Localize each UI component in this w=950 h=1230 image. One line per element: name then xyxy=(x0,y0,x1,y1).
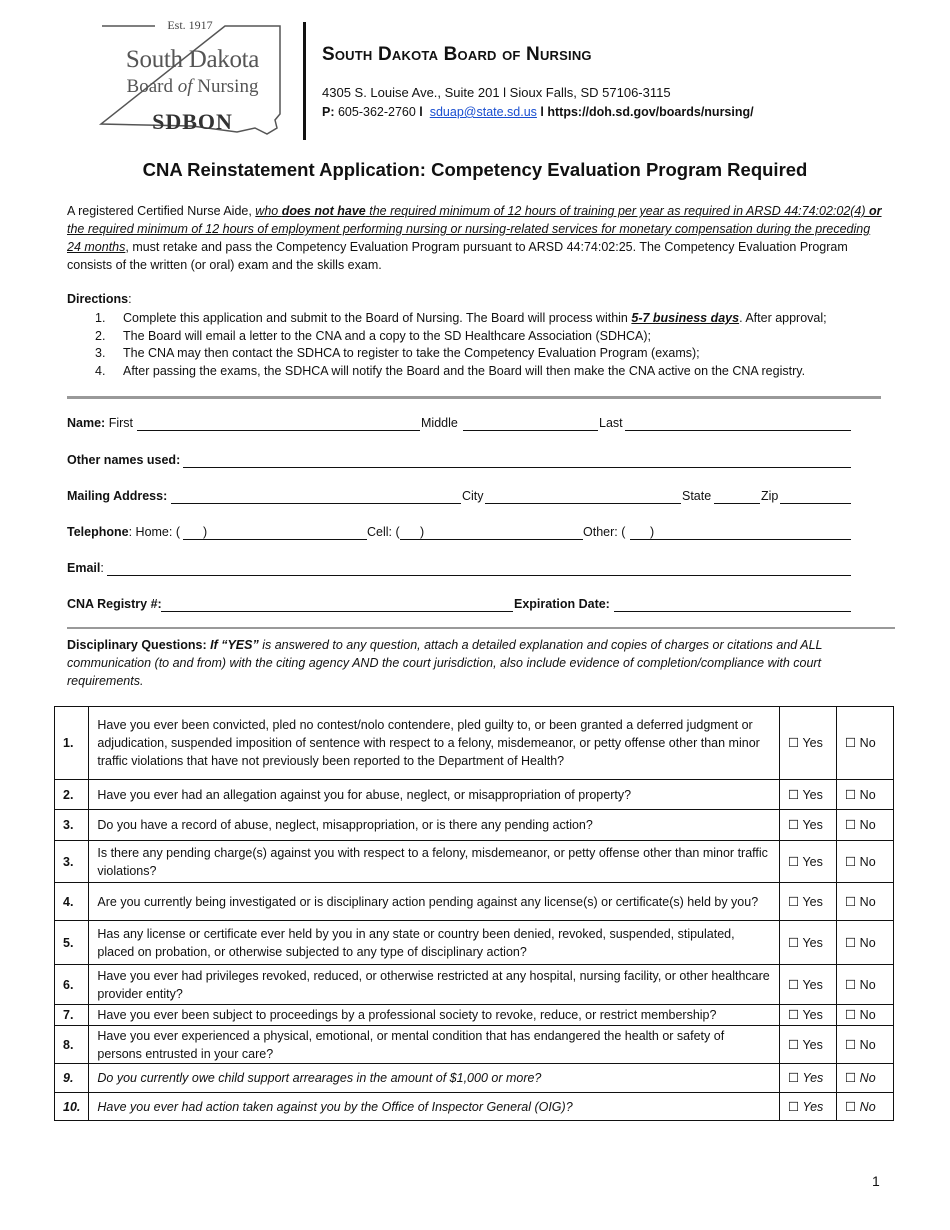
yes-checkbox[interactable]: ☐ Yes xyxy=(780,1005,837,1026)
city-input[interactable] xyxy=(485,503,681,504)
table-row xyxy=(55,883,894,921)
home-phone-input[interactable] xyxy=(183,539,367,540)
name-row xyxy=(67,416,851,434)
org-contact: P: 605-362-2760 l sduap@state.sd.us l https://doh.sd.gov/boards/nursing/ xyxy=(322,105,754,119)
question-text: Have you ever had privileges revoked, reduced, or otherwise restricted at any hospital, nursing facility, or other healthcare provider entity? xyxy=(89,965,780,1005)
email-input[interactable] xyxy=(107,575,851,576)
no-checkbox[interactable]: ☐ No xyxy=(837,810,894,841)
question-text: Have you ever experienced a physical, emotional, or mental condition that has endangered the health or safety of persons entrusted in your care? xyxy=(89,1026,780,1064)
logo-line-2: Board of Nursing xyxy=(126,76,259,97)
question-number: 1. xyxy=(55,707,89,780)
page-number: 1 xyxy=(872,1173,880,1189)
other-phone-input[interactable] xyxy=(630,539,851,540)
no-checkbox[interactable]: ☐ No xyxy=(837,883,894,921)
email-row xyxy=(67,561,851,579)
table-row xyxy=(55,780,894,810)
yes-checkbox[interactable]: ☐ Yes xyxy=(780,965,837,1005)
email-link[interactable]: sduap@state.sd.us xyxy=(429,105,537,119)
question-number: 5. xyxy=(55,921,89,965)
logo-acronym: SDBON xyxy=(152,109,233,134)
name-label: Name: First xyxy=(67,416,133,430)
yes-checkbox[interactable]: ☐ Yes xyxy=(780,780,837,810)
home-phone-close-paren: ) xyxy=(203,525,208,539)
question-number: 10. xyxy=(55,1093,89,1121)
table-row xyxy=(55,965,894,1005)
other-names-input[interactable] xyxy=(183,467,851,468)
no-checkbox[interactable]: ☐ No xyxy=(837,921,894,965)
registry-row xyxy=(67,597,851,615)
question-text: Have you ever had an allegation against you for abuse, neglect, or misappropriation of property? xyxy=(89,780,780,810)
question-text: Have you ever been convicted, pled no contest/nolo contendere, pled guilty to, or been granted a deferred judgment or adjudication, suspended imposition of sentence with respect to a felony, misdemeanor, or petty offense other than minor traffic violations that have not previously been reported to the Department of Health? xyxy=(89,707,780,780)
yes-checkbox[interactable]: ☐ Yes xyxy=(780,883,837,921)
org-address: 4305 S. Louise Ave., Suite 201 l Sioux Falls, SD 57106-3115 xyxy=(322,85,671,100)
website-link[interactable]: https://doh.sd.gov/boards/nursing/ xyxy=(547,105,754,119)
no-checkbox[interactable]: ☐ No xyxy=(837,965,894,1005)
page-title: CNA Reinstatement Application: Competency Evaluation Program Required xyxy=(142,159,808,180)
cna-registry-input[interactable] xyxy=(161,611,513,612)
yes-checkbox[interactable]: ☐ Yes xyxy=(780,921,837,965)
directions-item: 2. The Board will email a letter to the CNA and a copy to the SD Healthcare Association (SDHCA); xyxy=(95,328,652,343)
directions-list xyxy=(95,310,925,380)
zip-label: Zip xyxy=(761,489,779,503)
question-text: Have you ever had action taken against you by the Office of Inspector General (OIG)? xyxy=(89,1093,780,1121)
yes-checkbox[interactable]: ☐ Yes xyxy=(780,1026,837,1064)
table-row xyxy=(55,707,894,780)
no-checkbox[interactable]: ☐ No xyxy=(837,780,894,810)
table-row xyxy=(55,810,894,841)
phone-label: P: xyxy=(322,105,335,119)
question-text: Is there any pending charge(s) against you with respect to a felony, misdemeanor, or petty offense other than minor traffic violations? xyxy=(89,841,780,883)
directions-item: 1. Complete this application and submit to the Board of Nursing. The Board will process within 5-7 business days. After approval; xyxy=(95,311,827,325)
section-divider xyxy=(67,396,881,399)
mailing-address-input[interactable] xyxy=(171,503,461,504)
zip-input[interactable] xyxy=(780,503,851,504)
no-checkbox[interactable]: ☐ No xyxy=(837,1026,894,1064)
question-number: 4. xyxy=(55,883,89,921)
telephone-label: Telephone: Home: ( xyxy=(67,525,180,539)
cell-phone-label: Cell: ( xyxy=(367,525,400,539)
intro-paragraph: A registered Certified Nurse Aide, who does not have the required minimum of 12 hours of training per year as required in ARSD 44:74:02:02(4) or the required minimum of 12 hours of employment performing nursing or nursing-related services for monetary compensation during the preceding 24 months, must retake and pass the Competency Evaluation Program pursuant to ARSD 44:74:02:25. The Competency Evaluation Program consists of the written (or oral) exam and the skills exam. xyxy=(67,204,882,272)
question-text: Are you currently being investigated or is disciplinary action pending against any license(s) or certificate(s) held by you? xyxy=(89,883,780,921)
logo-line-1: South Dakota xyxy=(125,46,260,73)
first-name-input[interactable] xyxy=(137,430,420,431)
question-number: 3. xyxy=(55,841,89,883)
table-row xyxy=(55,1093,894,1121)
table-row xyxy=(55,921,894,965)
cell-phone-close-paren: ) xyxy=(420,525,425,539)
state-label: State xyxy=(682,489,712,503)
cna-registry-label: CNA Registry #: xyxy=(67,597,162,611)
directions-item: 3. The CNA may then contact the SDHCA to register to take the Competency Evaluation Program (exams); xyxy=(95,346,700,360)
directions-item: 4. After passing the exams, the SDHCA will notify the Board and the Board will then make the CNA active on the CNA registry. xyxy=(95,363,806,378)
expiration-date-input[interactable] xyxy=(614,611,851,612)
yes-checkbox[interactable]: ☐ Yes xyxy=(780,1093,837,1121)
middle-name-label: Middle xyxy=(421,416,458,430)
no-checkbox[interactable]: ☐ No xyxy=(837,707,894,780)
sdbon-logo xyxy=(97,16,283,142)
question-number: 3. xyxy=(55,810,89,841)
question-text: Do you currently owe child support arrearages in the amount of $1,000 or more? xyxy=(89,1064,780,1093)
table-row xyxy=(55,1026,894,1064)
telephone-row xyxy=(67,525,851,543)
email-label: Email: xyxy=(67,561,104,575)
yes-checkbox[interactable]: ☐ Yes xyxy=(780,707,837,780)
no-checkbox[interactable]: ☐ No xyxy=(837,1064,894,1093)
table-row xyxy=(55,841,894,883)
no-checkbox[interactable]: ☐ No xyxy=(837,1005,894,1026)
state-input[interactable] xyxy=(714,503,760,504)
yes-checkbox[interactable]: ☐ Yes xyxy=(780,1064,837,1093)
cell-phone-input[interactable] xyxy=(400,539,583,540)
no-checkbox[interactable]: ☐ No xyxy=(837,841,894,883)
other-phone-close-paren: ) xyxy=(650,525,655,539)
other-names-label: Other names used: xyxy=(67,453,181,467)
disciplinary-instructions: Disciplinary Questions: If “YES” is answered to any question, attach a detailed explanation and copies of charges or citations and ALL communication (to and from) with the citing agency AND the court jurisdiction, also include evidence of completion/compliance with court requirements. xyxy=(67,638,823,688)
yes-checkbox[interactable]: ☐ Yes xyxy=(780,841,837,883)
question-number: 7. xyxy=(55,1005,89,1026)
last-name-input[interactable] xyxy=(625,430,851,431)
question-number: 2. xyxy=(55,780,89,810)
phone-number: 605-362-2760 xyxy=(334,105,420,119)
disciplinary-questions-table xyxy=(54,706,894,1121)
city-label: City xyxy=(462,489,484,503)
no-checkbox[interactable]: ☐ No xyxy=(837,1093,894,1121)
logo-established: Est. 1917 xyxy=(167,18,213,32)
org-name: South Dakota Board of Nursing xyxy=(322,44,592,65)
header-divider xyxy=(303,22,306,140)
question-text: Do you have a record of abuse, neglect, misappropriation, or is there any pending action? xyxy=(89,810,780,841)
middle-name-input[interactable] xyxy=(463,430,598,431)
yes-checkbox[interactable]: ☐ Yes xyxy=(780,810,837,841)
section-divider xyxy=(67,627,895,629)
question-text: Has any license or certificate ever held by you in any state or country been denied, revoked, suspended, stipulated, placed on probation, or otherwise subjected to any type of disciplinary action? xyxy=(89,921,780,965)
question-number: 6. xyxy=(55,965,89,1005)
table-row xyxy=(55,1064,894,1093)
other-names-row xyxy=(67,453,851,471)
table-row xyxy=(55,1005,894,1026)
question-text: Have you ever been subject to proceedings by a professional society to revoke, reduce, or restrict membership? xyxy=(89,1005,780,1026)
last-name-label: Last xyxy=(599,416,623,430)
question-number: 9. xyxy=(55,1064,89,1093)
expiration-date-label: Expiration Date: xyxy=(514,597,610,611)
directions-heading: Directions: xyxy=(67,292,132,306)
other-phone-label: Other: ( xyxy=(583,525,626,539)
mailing-address-label: Mailing Address: xyxy=(67,489,168,503)
mailing-address-row xyxy=(67,489,851,507)
question-number: 8. xyxy=(55,1026,89,1064)
